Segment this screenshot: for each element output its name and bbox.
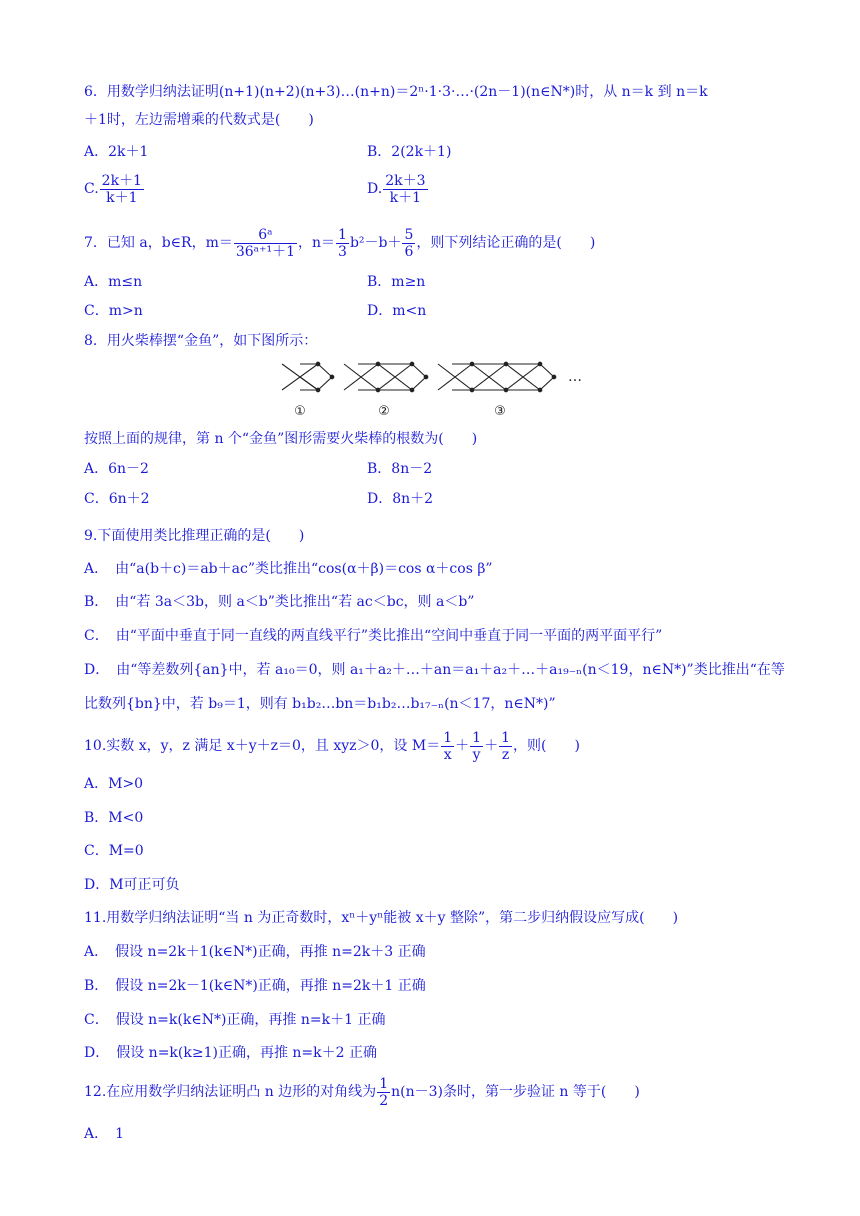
q12-stem-post: n(n－3)条时，第一步验证 n 等于( ): [391, 1084, 640, 1100]
q10-option-a: A．M>0: [84, 776, 144, 792]
q10-option-b: B．M<0: [84, 810, 144, 826]
q10-fraction-z: [499, 730, 512, 763]
q10-stem-post: ，则( ): [512, 738, 580, 754]
q6-option-c-fraction: [100, 173, 144, 206]
q6-option-c-numerator: 2k＋1: [101, 172, 142, 189]
q7-stem-mid: ，n＝: [297, 235, 336, 251]
q6-stem-line1: 6．用数学归纳法证明(n+1)(n+2)(n+3)…(n+n)＝2ⁿ·1·3·…·(2n－1)(n∈N*)时，从 n＝k 到 n＝k: [84, 84, 708, 100]
q12-fraction-denominator: 2: [379, 1092, 389, 1109]
q6-option-b: B．2(2k＋1): [367, 144, 452, 160]
q11-option-c: C． 假设 n=k(k∈N*)正确，再推 n=k＋1 正确: [84, 1012, 386, 1028]
q10-option-c: C．M=0: [84, 843, 144, 859]
q10-stem-pre: 10.实数 x，y，z 满足 x＋y＋z＝0，且 xyz＞0，设 M＝: [84, 738, 441, 754]
q6-option-d-numerator: 2k＋3: [385, 172, 426, 189]
q12-stem: [84, 1072, 640, 1112]
q9-option-c: C． 由“平面中垂直于同一直线的两直线平行”类比推出“空间中垂直于同一平面的两平面平行”: [84, 628, 663, 644]
q7-n-fraction-2-denominator: 6: [404, 243, 414, 260]
q8-option-a: A．6n－2: [84, 461, 149, 477]
goldfish-label-1: ①: [294, 404, 306, 419]
q11-option-a: A． 假设 n=2k＋1(k∈N*)正确，再推 n=2k＋3 正确: [84, 944, 426, 960]
q7-option-d: D．m<n: [367, 303, 427, 319]
q11-option-b: B． 假设 n=2k－1(k∈N*)正确，再推 n=2k＋1 正确: [84, 978, 426, 994]
q7-n-fraction-2: [402, 227, 415, 260]
q6-option-d-fraction: [383, 173, 427, 206]
goldfish-ellipsis: …: [568, 369, 582, 385]
q7-stem: [84, 226, 595, 260]
q8-option-d: D．8n＋2: [367, 491, 434, 507]
q6-option-c: [84, 172, 145, 206]
q7-m-denominator: 36ᵃ⁺¹＋1: [235, 243, 295, 260]
q10-fraction-y: [470, 730, 483, 763]
q7-n-fraction-1-denominator: 3: [338, 243, 347, 260]
q7-n-fraction-2-numerator: 5: [404, 226, 414, 243]
q10-fraction-x: [441, 730, 454, 763]
q10-plus-1: ＋: [455, 738, 470, 754]
q12-fraction: [377, 1076, 390, 1109]
q6-stem-line2: ＋1时，左边需增乘的代数式是( ): [84, 112, 314, 128]
q6-option-d-denominator: k＋1: [389, 189, 422, 206]
q9-option-a: A． 由“a(b＋c)＝ab＋ac”类比推出“cos(α＋β)＝cos α＋cos β”: [84, 561, 493, 577]
q10-option-d: D．M可正可负: [84, 877, 180, 893]
goldfish-figure-2: [344, 362, 428, 392]
q7-option-b: B．m≥n: [367, 274, 426, 290]
q10-fraction-z-numerator: 1: [501, 729, 510, 746]
q7-option-a: A．m≤n: [84, 274, 143, 290]
q9-option-b: B． 由“若 3a＜3b，则 a＜b”类比推出“若 ac＜bc，则 a＜b”: [84, 594, 475, 610]
q6-option-a: A．2k＋1: [84, 144, 149, 160]
q10-fraction-y-denominator: y: [472, 746, 481, 763]
goldfish-matchstick-figure: [278, 360, 598, 422]
q12-stem-pre: 12.在应用数学归纳法证明凸 n 边形的对角线为: [84, 1084, 377, 1100]
q7-n-fraction-1-numerator: 1: [338, 226, 347, 243]
q12-option-a: A． 1: [84, 1126, 125, 1142]
q7-m-fraction: [234, 227, 297, 260]
q8-option-c: C．6n＋2: [84, 491, 150, 507]
goldfish-figure-3: [438, 362, 556, 392]
q10-plus-2: ＋: [484, 738, 499, 754]
q8-stem: 8．用火柴棒摆“金鱼”，如下图所示：: [84, 333, 318, 349]
q6-option-d: [367, 172, 429, 206]
q7-n-fraction-1: [336, 227, 349, 260]
q10-fraction-x-denominator: x: [443, 746, 452, 763]
q10-fraction-x-numerator: 1: [443, 729, 453, 746]
goldfish-label-3: ③: [494, 404, 506, 419]
q10-fraction-z-denominator: z: [501, 746, 510, 763]
q12-fraction-numerator: 1: [379, 1075, 389, 1092]
q7-stem-pre: 7．已知 a，b∈R，m＝: [84, 235, 233, 251]
goldfish-label-2: ②: [378, 404, 390, 419]
q7-option-c: C．m>n: [84, 303, 143, 319]
q11-option-d: D． 假设 n=k(k≥1)正确，再推 n=k＋2 正确: [84, 1045, 377, 1061]
q6-option-d-label: D.: [367, 181, 383, 197]
goldfish-figure-1: [282, 362, 334, 392]
q7-n-rest: b²－b＋: [349, 235, 402, 251]
q9-option-d-line2: 比数列{bn}中，若 b₉＝1，则有 b₁b₂…bn＝b₁b₂…b₁₇₋ₙ(n＜17，n∈N*)”: [84, 696, 556, 712]
q10-stem: [84, 726, 580, 766]
q6-option-c-label: C.: [84, 181, 99, 197]
q9-stem: 9.下面使用类比推理正确的是( ): [84, 528, 305, 544]
q7-stem-post: ，则下列结论正确的是( ): [416, 235, 596, 251]
q11-stem: 11.用数学归纳法证明“当 n 为正奇数时，xⁿ＋yⁿ能被 x＋y 整除”，第二步归纳假设应写成( ): [84, 910, 679, 926]
q8-question: 按照上面的规律，第 n 个“金鱼”图形需要火柴棒的根数为( ): [84, 431, 478, 447]
q10-fraction-y-numerator: 1: [472, 729, 482, 746]
q7-m-numerator: 6ᵃ: [234, 227, 297, 244]
q8-option-b: B．8n－2: [367, 461, 433, 477]
q6-option-c-denominator: k＋1: [106, 189, 138, 206]
q9-option-d-line1: D． 由“等差数列{an}中，若 a₁₀＝0，则 a₁＋a₂＋…＋an＝a₁＋a₂＋…＋a₁₉₋ₙ(n＜19，n∈N*)”类比推出“在等: [84, 662, 785, 678]
